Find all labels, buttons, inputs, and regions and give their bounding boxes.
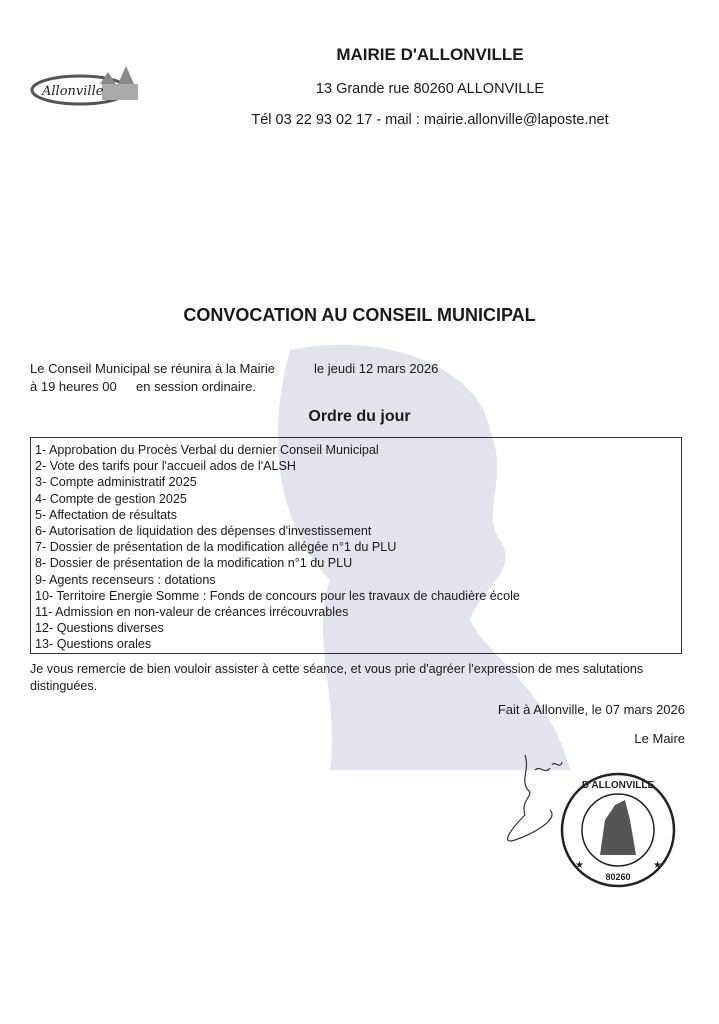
agenda-item: 3- Compte administratif 2025	[35, 475, 197, 490]
agenda-item: 13- Questions orales	[35, 637, 152, 652]
intro-place: Le Conseil Municipal se réunira à la Mairie	[30, 361, 275, 376]
agenda-item: 4- Compte de gestion 2025	[35, 491, 187, 506]
svg-text:Allonville: Allonville	[42, 84, 104, 99]
mairie-title: MAIRIE D'ALLONVILLE	[336, 45, 524, 64]
place-date: Fait à Allonville, le 07 mars 2026	[497, 702, 685, 717]
intro-date: le jeudi 12 mars 2026	[314, 361, 439, 376]
signature-icon	[508, 755, 562, 841]
agenda-item: 2- Vote des tarifs pour l'accueil ados de l'ALSH	[35, 459, 297, 474]
svg-text:★: ★	[575, 860, 584, 871]
svg-text:★: ★	[653, 860, 662, 871]
agenda-item: 9- Agents recenseurs : dotations	[35, 572, 216, 587]
agenda-box	[30, 437, 682, 654]
signature-and-stamp	[490, 740, 690, 890]
agenda-item: 11- Admission en non-valeur de créances irrécouvrables	[35, 604, 349, 619]
agenda-item: 1- Approbation du Procès Verbal du dernier Conseil Municipal	[35, 443, 379, 457]
agenda-item: 7- Dossier de présentation de la modification allégée n°1 du PLU	[35, 540, 397, 555]
signatory-role: Le Maire	[634, 731, 685, 746]
agenda-item: 5- Affectation de résultats	[35, 507, 177, 522]
mairie-address: 13 Grande rue 80260 ALLONVILLE	[315, 81, 545, 97]
agenda-item: 6- Autorisation de liquidation des dépenses d'investissement	[35, 523, 372, 538]
official-stamp-icon	[562, 774, 674, 886]
intro-time: à 19 heures 00	[30, 379, 117, 394]
mairie-contact: Tél 03 22 93 02 17 - mail : mairie.allonville@laposte.net	[251, 112, 609, 128]
document-heading: CONVOCATION AU CONSEIL MUNICIPAL	[183, 305, 536, 325]
svg-text:D'ALLONVILLE: D'ALLONVILLE	[581, 780, 655, 791]
svg-text:80260: 80260	[605, 872, 631, 882]
intro-session: en session ordinaire.	[136, 379, 256, 394]
agenda-item: 8- Dossier de présentation de la modification n°1 du PLU	[35, 556, 353, 571]
agenda-item: 10- Territoire Energie Somme : Fonds de concours pour les travaux de chaudière école	[35, 588, 520, 603]
agenda-title: Ordre du jour	[308, 408, 411, 425]
agenda-item: 12- Questions diverses	[35, 621, 164, 636]
closing-text: Je vous remercie de bien vouloir assister à cette séance, et vous prie d'agréer l'expression de mes salutations distinguées.	[30, 662, 644, 693]
allonville-logo	[30, 62, 145, 107]
